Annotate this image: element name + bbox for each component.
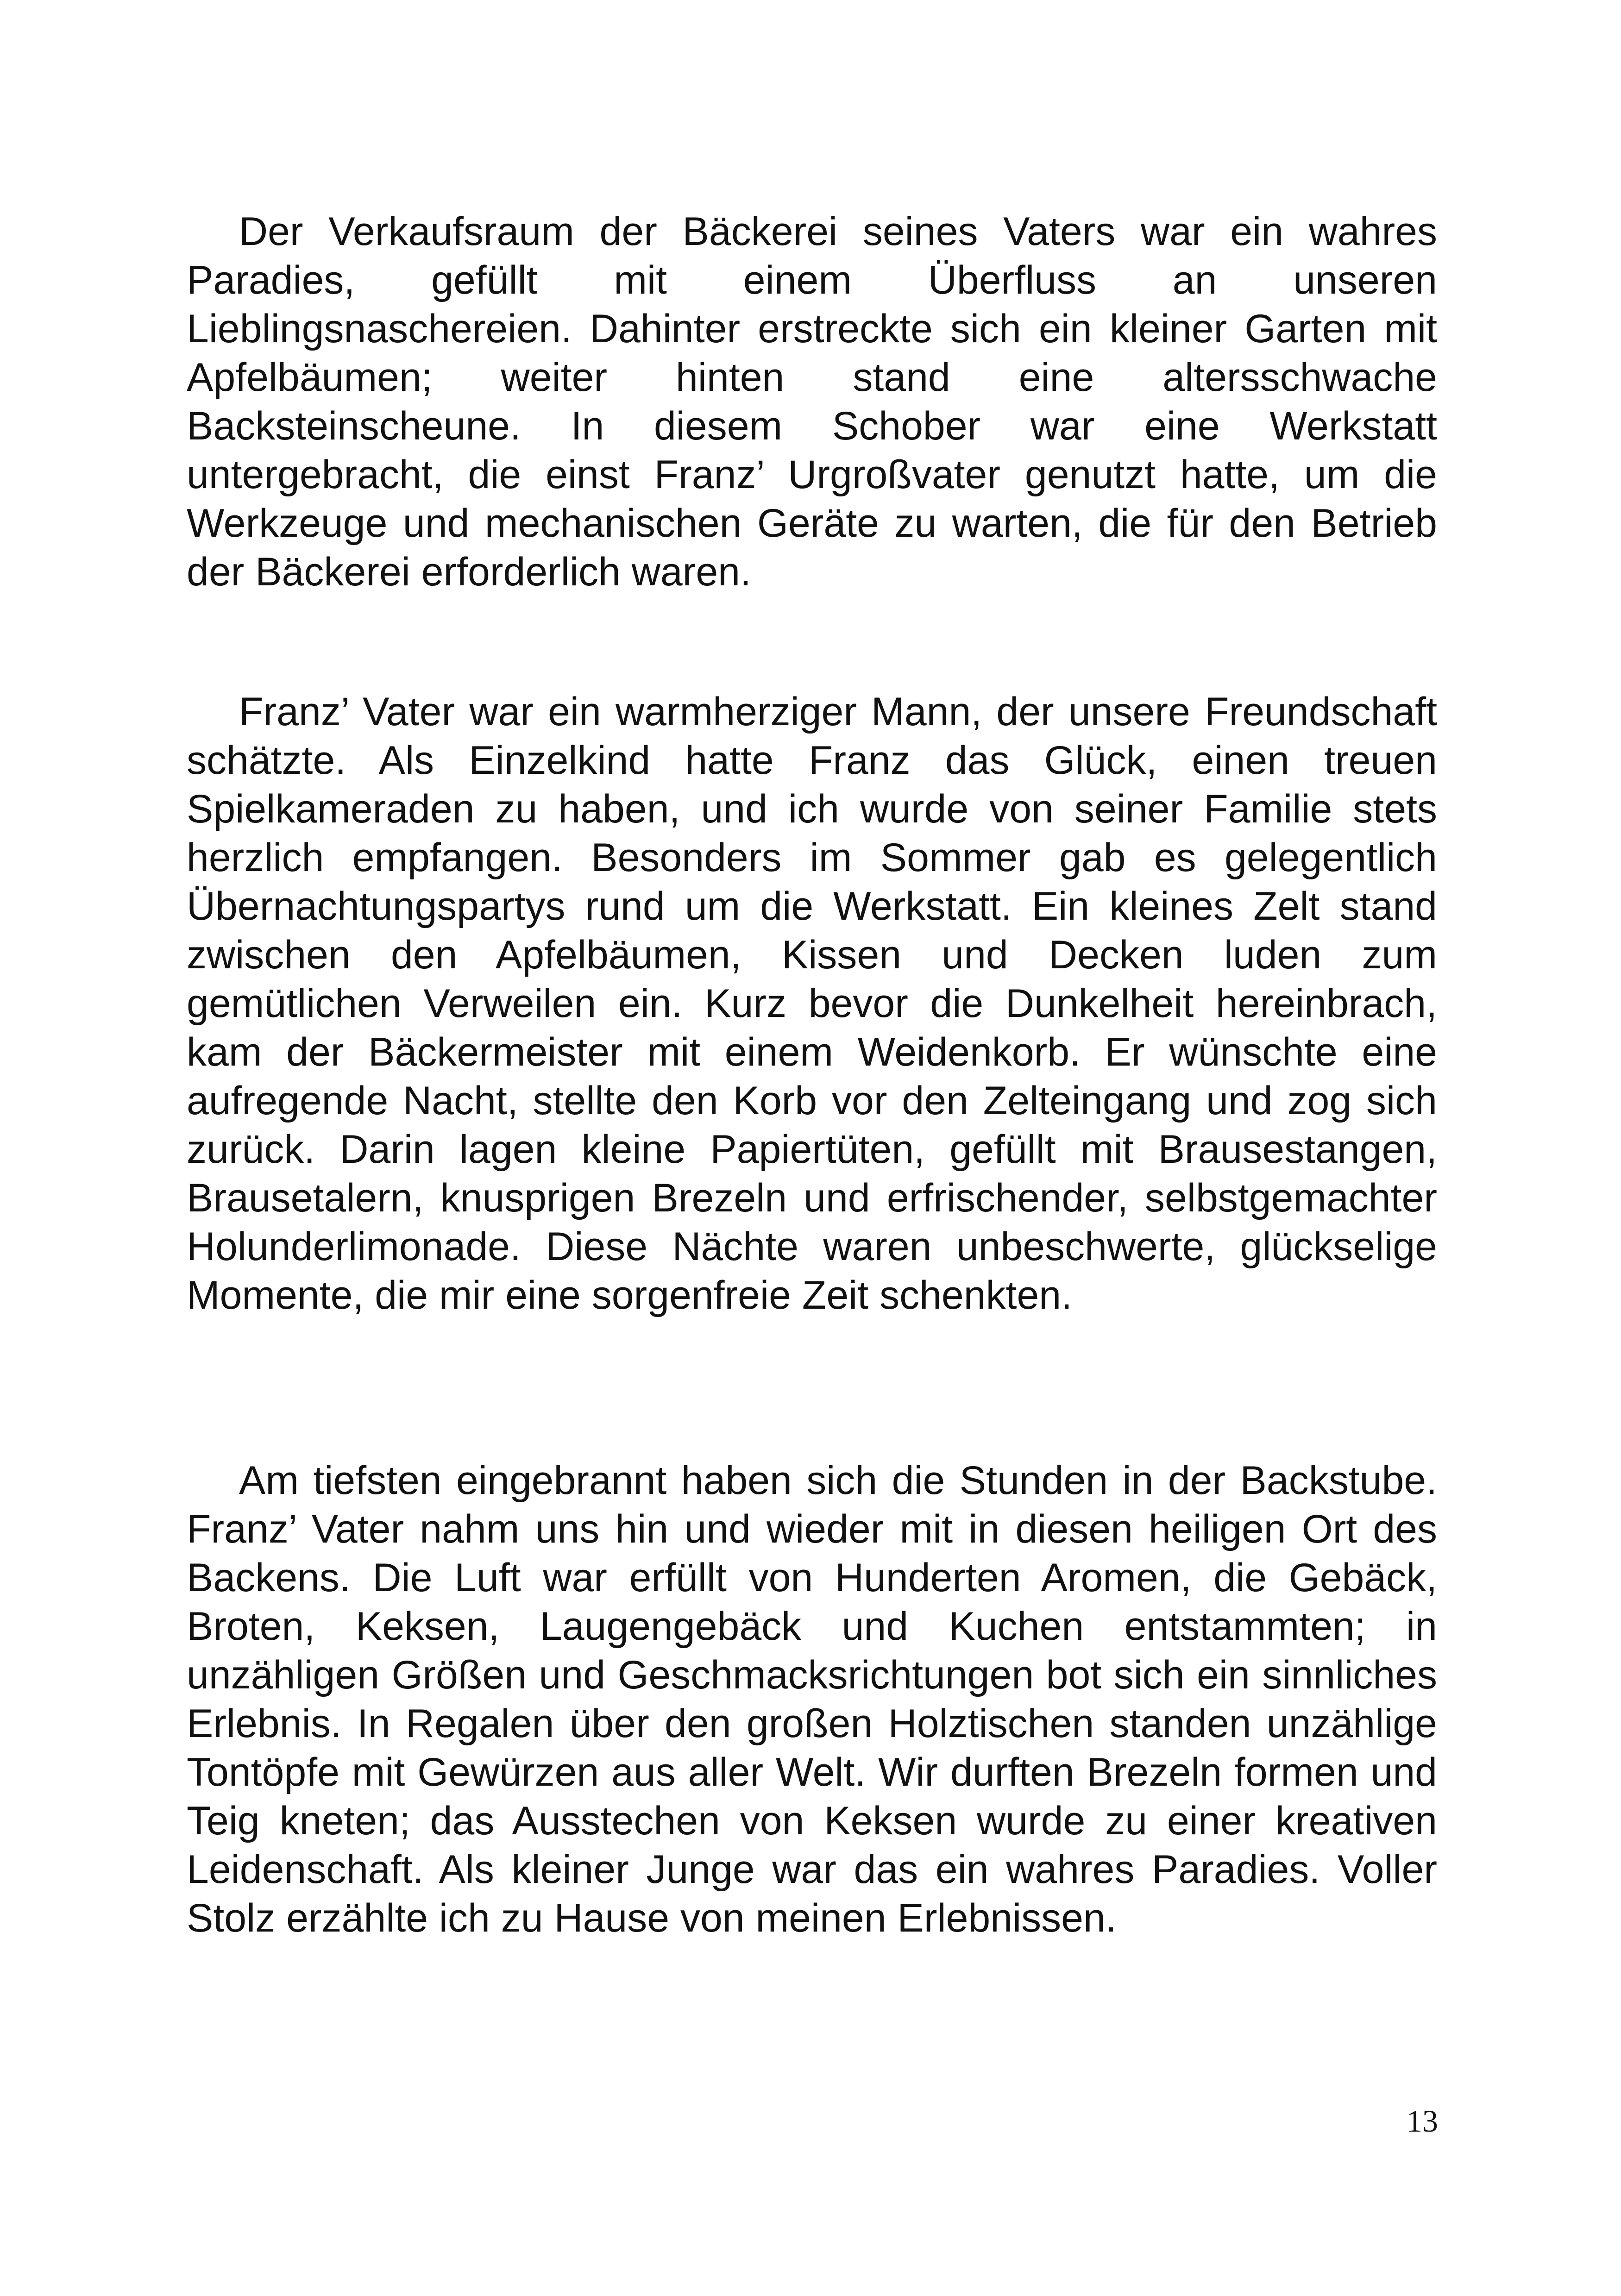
- paragraph-3: Am tiefsten eingebrannt haben sich die Stunden in der Backstube. Franz’ Vater nahm uns hin und wieder mit in diesen heiligen Ort des Backens. Die Luft war erfüllt von Hunderten Aromen, die Gebäck, Broten, Keksen, Laugengebäck und Kuchen entstammten; in unzähligen Größen und Geschmacksrichtungen bot sich ein sinnliches Erlebnis. In Regalen über den großen Holztischen standen unzählige Tontöpfe mit Gewürzen aus aller Welt. Wir durften Brezeln formen und Teig kneten; das Ausstechen von Keksen wurde zu einer kreativen Leidenschaft. Als kleiner Junge war das ein wahres Paradies. Voller Stolz erzählte ich zu Hause von meinen Erlebnissen.: [187, 1458, 1437, 1940]
- paragraph-1: Der Verkaufsraum der Bäckerei seines Vaters war ein wahres Paradies, gefüllt mit einem Überfluss an unseren Lieblingsnaschereien. Dahinter erstreckte sich ein kleiner Garten mit Apfelbäumen; weiter hinten stand eine altersschwache Backsteinscheune. In diesem Schober war eine Werkstatt untergebracht, die einst Franz’ Urgroßvater genutzt hatte, um die Werkzeuge und mechanischen Geräte zu warten, die für den Betrieb der Bäckerei erforderlich waren.: [187, 209, 1437, 594]
- page-number: 13: [1407, 2103, 1438, 2139]
- paragraph-2: Franz’ Vater war ein warmherziger Mann, der unsere Freundschaft schätzte. Als Einzelkind hatte Franz das Glück, einen treuen Spielkameraden zu haben, und ich wurde von seiner Familie stets herzlich empfangen. Besonders im Sommer gab es gelegentlich Übernachtungspartys rund um die Werkstatt. Ein kleines Zelt stand zwischen den Apfelbäumen, Kissen und Decken luden zum gemütlichen Verweilen ein. Kurz bevor die Dunkelheit hereinbrach, kam der Bäckermeister mit einem Weidenkorb. Er wünschte eine aufregende Nacht, stellte den Korb vor den Zelteingang und zog sich zurück. Darin lagen kleine Papiertüten, gefüllt mit Brausestangen, Brausetalern, knusprigen Brezeln und erfrischender, selbstgemachter Holunderlimonade. Diese Nächte waren unbeschwerte, glückselige Momente, die mir eine sorgenfreie Zeit schenkten.: [187, 690, 1437, 1317]
